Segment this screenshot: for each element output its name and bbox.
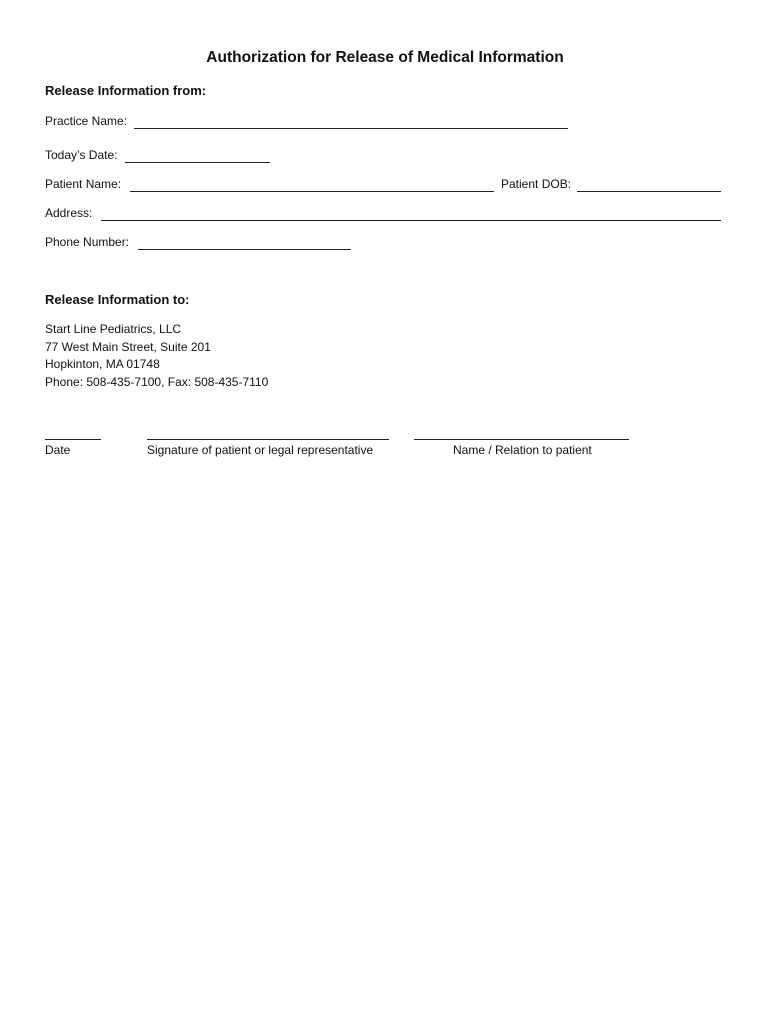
- address-field[interactable]: [101, 206, 721, 221]
- recipient-street: 77 West Main Street, Suite 201: [45, 340, 211, 354]
- patient-dob-field[interactable]: [577, 177, 721, 192]
- practice-name-field[interactable]: [134, 114, 568, 129]
- patient-dob-label: Patient DOB:: [501, 177, 572, 191]
- recipient-phone-fax: Phone: 508-435-7100, Fax: 508-435-7110: [45, 375, 269, 389]
- signature-caption: Signature of patient or legal representative: [147, 443, 374, 457]
- phone-number-label: Phone Number:: [45, 235, 130, 249]
- recipient-city-state-zip: Hopkinton, MA 01748: [45, 357, 160, 371]
- phone-number-field[interactable]: [138, 235, 351, 250]
- patient-name-label: Patient Name:: [45, 177, 122, 191]
- todays-date-field[interactable]: [125, 148, 270, 163]
- date-caption: Date: [45, 443, 71, 457]
- name-relation-line[interactable]: [414, 425, 629, 440]
- date-signature-line[interactable]: [45, 425, 101, 440]
- name-relation-caption: Name / Relation to patient: [453, 443, 592, 457]
- practice-name-label: Practice Name:: [45, 114, 128, 128]
- release-to-heading: Release Information to:: [45, 292, 190, 307]
- todays-date-label: Today’s Date:: [45, 148, 118, 162]
- signature-line[interactable]: [147, 425, 389, 440]
- recipient-practice-name: Start Line Pediatrics, LLC: [45, 322, 182, 336]
- patient-name-field[interactable]: [130, 177, 494, 192]
- release-from-heading: Release Information from:: [45, 83, 207, 98]
- document-title: Authorization for Release of Medical Information: [206, 49, 564, 66]
- address-label: Address:: [45, 206, 93, 220]
